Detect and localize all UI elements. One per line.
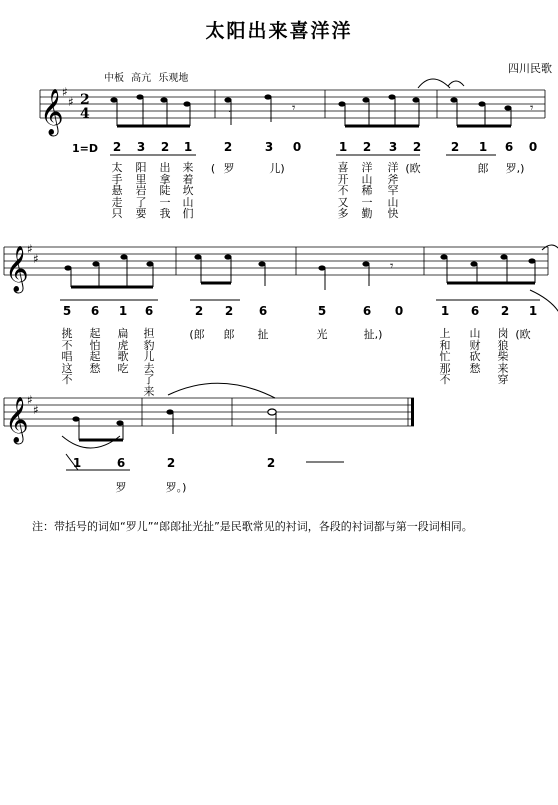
eighth-rest-icon: 𝄾 <box>530 101 534 116</box>
staff-system-3 <box>4 398 414 426</box>
tempo-marking: 中板 高亢 乐观地 <box>104 73 189 84</box>
footnote: 注：带括号的词如“罗儿”“郎郎扯光扯”是民歌常见的衬词，各段的衬词都与第一段词相同。 <box>32 520 473 533</box>
song-source: 四川民歌 <box>508 62 552 75</box>
sharp-icon: ♯ <box>27 393 33 407</box>
sharp-icon: ♯ <box>62 85 68 99</box>
treble-clef-icon: 𝄞 <box>5 397 29 443</box>
song-title: 太阳出来喜洋洋 <box>205 20 353 42</box>
time-sig-top: 2 <box>80 92 90 108</box>
staff-system-2 <box>4 247 548 275</box>
sharp-icon: ♯ <box>68 95 74 109</box>
svg-text:.: . <box>228 104 232 115</box>
sharp-icon: ♯ <box>27 242 33 256</box>
sharp-icon: ♯ <box>33 252 39 266</box>
sharp-icon: ♯ <box>33 403 39 417</box>
treble-clef-icon: 𝄞 <box>40 89 64 135</box>
notes-system-3 <box>72 409 276 426</box>
song-sheet: 太阳出来喜洋洋 四川民歌 中板 高亢 乐观地 1=D 𝄞 𝄞 𝄞 ♯ ♯ ♯ ♯ ♯ ♯ 2 4 𝄾 𝄾 . 𝄾 2 3 2 1 2 3 0 1 2 3 2 2 1 6 0 5 6 1 6 2 2 6 5 6 0 1 6 2 1 1 6 2 2 太 手 悬 走 只 阳 里 岩 了 要 出 拿 陡 一 我 来 着 坎 山 们 ( 罗 儿) 喜 开 不 又 多 洋 山 稀 一 勤 洋 斧 罕 山 快 (欧 郎 罗,) 挑 不 唱 这 不 起 怕 起 愁 扁 虎 歌 吃 担 豹 儿 去 了 来 (郎 郎 扯 光 扯,) 上 和 忙 那 不 山 财 砍 愁 岗 狼 柴 来 穿 (欧 罗 罗。) 注：带括号的词如“罗儿”“郎郎扯光扯”是民歌常见的衬词，各段的衬词都与第一段词相同。 <box>0 0 558 805</box>
key-signature: 1=D <box>72 142 99 155</box>
time-sig-bottom: 4 <box>80 106 90 122</box>
eighth-rest-icon: 𝄾 <box>292 101 296 116</box>
eighth-rest-icon: 𝄾 <box>390 259 394 274</box>
treble-clef-icon: 𝄞 <box>5 246 29 292</box>
